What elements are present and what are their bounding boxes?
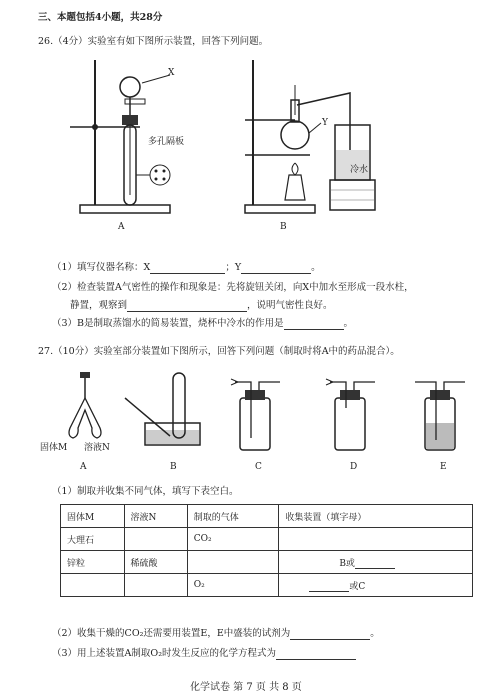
q27-caption-d: D xyxy=(350,462,358,472)
table-cell: 大理石 xyxy=(61,528,125,551)
table-cell: CO₂ xyxy=(187,528,279,551)
q26-s3 xyxy=(52,318,353,330)
q27-s2-end: 。 xyxy=(370,628,380,639)
q26-s3-end: 。 xyxy=(343,318,354,329)
q27-apparatus-d xyxy=(326,379,375,450)
q26-label-cold-water: 冷水 xyxy=(350,165,369,175)
q26-apparatus-b xyxy=(235,55,385,225)
table-cell-blank[interactable] xyxy=(124,574,187,597)
q26-s1 xyxy=(52,262,321,274)
table-cell-blank[interactable] xyxy=(61,574,125,597)
table-header-row xyxy=(61,505,473,528)
table-cell-blank[interactable] xyxy=(187,551,279,574)
table-cell-text: 或C xyxy=(349,581,366,592)
q27-label-liquid: 溶液N xyxy=(84,443,110,453)
q27-answer-table xyxy=(60,504,473,597)
q27-caption-e: E xyxy=(440,462,447,472)
table-blank[interactable] xyxy=(355,558,395,569)
table-cell: O₂ xyxy=(187,574,279,597)
section-heading: 三、本题包括4小题，共28分 xyxy=(38,12,163,23)
q26-s1-blank-x[interactable] xyxy=(150,263,225,274)
q27-apparatus-c xyxy=(231,379,280,450)
q27-apparatus-e xyxy=(415,382,465,450)
q26-s1-blank-y[interactable] xyxy=(241,263,311,274)
q26-caption-b: B xyxy=(280,222,287,232)
table-cell: 稀硫酸 xyxy=(124,551,187,574)
q26-s1-text: （1）填写仪器名称：X xyxy=(52,262,151,273)
table-header-cell: 溶液N xyxy=(124,505,187,528)
table-cell-text: B或 xyxy=(339,558,355,569)
q27-s3 xyxy=(52,648,356,660)
table-cell[interactable] xyxy=(279,551,473,574)
q26-s2-blank[interactable] xyxy=(127,301,247,312)
q26-s1-y: ；Y xyxy=(225,262,242,273)
table-header-cell: 固体M xyxy=(61,505,125,528)
q27-apparatus-a xyxy=(69,372,101,438)
table-cell[interactable] xyxy=(279,574,473,597)
q27-s2-blank[interactable] xyxy=(290,629,370,640)
q27-intro: 27.（10分）实验室部分装置如下图所示，回答下列问题（制取时将A中的药品混合）。 xyxy=(38,346,400,357)
table-row xyxy=(61,574,473,597)
table-header-cell: 制取的气体 xyxy=(187,505,279,528)
table-row xyxy=(61,551,473,574)
q27-s1: （1）制取并收集不同气体，填写下表空白。 xyxy=(52,486,239,497)
q26-intro: 26.（4分）实验室有如下图所示装置，回答下列问题。 xyxy=(38,36,269,47)
q27-s2 xyxy=(52,628,380,640)
table-row xyxy=(61,528,473,551)
table-header-cell: 收集装置（填字母） xyxy=(279,505,473,528)
q26-label-y: Y xyxy=(322,118,328,128)
q26-s3-blank[interactable] xyxy=(284,319,344,330)
table-blank[interactable] xyxy=(309,581,349,592)
q26-label-plate: 多孔隔板 xyxy=(148,137,185,147)
q27-caption-a: A xyxy=(80,462,87,472)
table-cell-blank[interactable] xyxy=(279,528,473,551)
page-footer: 化学试卷 第 7 页 共 8 页 xyxy=(190,682,302,693)
table-cell: 锌粒 xyxy=(61,551,125,574)
q27-apparatus-row xyxy=(45,368,485,458)
q27-label-solid: 固体M xyxy=(40,443,68,453)
q26-s2-line2b: ，说明气密性良好。 xyxy=(247,300,333,311)
table-cell-blank[interactable] xyxy=(124,528,187,551)
q26-s2-line2a: 静置，观察到 xyxy=(70,300,128,311)
q27-s2-text: （2）收集干燥的CO₂还需要用装置E，E中盛装的试剂为 xyxy=(52,628,291,639)
q27-s3-text: （3）用上述装置A制取O₂时发生反应的化学方程式为 xyxy=(52,648,277,659)
q26-s2-line2 xyxy=(70,300,333,312)
q27-caption-b: B xyxy=(170,462,177,472)
q26-s1-end: 。 xyxy=(311,262,321,273)
q26-s2-line1: （2）检查装置A气密性的操作和现象是：先将旋钮关闭，向X中加水至形成一段水柱， xyxy=(52,282,414,293)
q27-caption-c: C xyxy=(255,462,262,472)
q26-s3-text: （3）B是制取蒸馏水的简易装置，烧杯中冷水的作用是 xyxy=(52,318,284,329)
q27-s3-blank[interactable] xyxy=(276,649,356,660)
q26-caption-a: A xyxy=(118,222,125,232)
q27-apparatus-b xyxy=(125,373,200,445)
q26-label-x: X xyxy=(168,68,175,78)
